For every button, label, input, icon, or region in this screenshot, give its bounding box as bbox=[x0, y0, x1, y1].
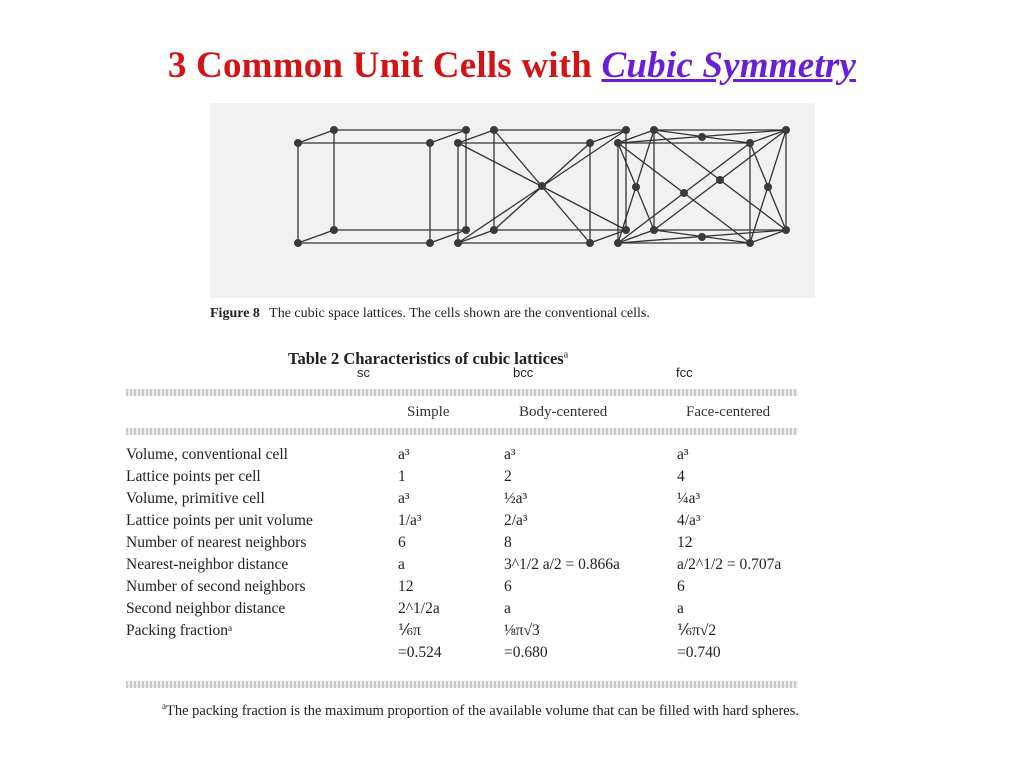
table-row bbox=[126, 576, 807, 598]
col-header-body-centered: Body-centered bbox=[519, 404, 608, 420]
table-header-rule bbox=[126, 428, 798, 435]
row-label: Lattice points per cell bbox=[126, 468, 261, 485]
table-row bbox=[126, 488, 807, 510]
table-row bbox=[126, 532, 807, 554]
cubic-symmetry-link[interactable]: Cubic Symmetry bbox=[601, 45, 857, 86]
cell-face-centered: ¼a³ bbox=[677, 490, 701, 507]
cell-simple: 1/a³ bbox=[398, 512, 422, 529]
cell-face-centered: ⅙π√2 bbox=[677, 622, 717, 639]
sc-cell-diagram bbox=[298, 130, 466, 243]
table-footnote bbox=[162, 696, 802, 721]
lattice-table bbox=[126, 444, 807, 664]
lattice-diagrams bbox=[210, 103, 815, 298]
cell-face-centered: 4 bbox=[677, 468, 685, 485]
cell-body-centered: a bbox=[504, 600, 511, 617]
table-title bbox=[288, 349, 568, 369]
table-row bbox=[126, 510, 807, 532]
figure-caption bbox=[210, 306, 650, 322]
row-label: Number of nearest neighbors bbox=[126, 534, 307, 551]
table-row bbox=[126, 642, 807, 664]
table-row bbox=[126, 554, 807, 576]
cell-face-centered: =0.740 bbox=[677, 644, 721, 661]
cell-simple: 6 bbox=[398, 534, 406, 551]
footnote-mark: a bbox=[162, 701, 166, 711]
table-row bbox=[126, 444, 807, 466]
row-label: Volume, primitive cell bbox=[126, 490, 265, 507]
cell-simple: a³ bbox=[398, 446, 410, 463]
row-label: Volume, conventional cell bbox=[126, 446, 288, 463]
row-label: Packing fractionᵃ bbox=[126, 622, 233, 639]
footnote-text: The packing fraction is the maximum proportion of the available volume that can be filled with hard spheres. bbox=[166, 702, 799, 719]
slide-title-text: 3 Common Unit Cells with bbox=[167, 45, 593, 86]
cell-body-centered: 6 bbox=[504, 578, 512, 595]
cell-body-centered: 3^1/2 a/2 = 0.866a bbox=[504, 556, 620, 573]
col-header-face-centered: Face-centered bbox=[686, 404, 771, 420]
cell-body-centered: 8 bbox=[504, 534, 512, 551]
cell-simple: 12 bbox=[398, 578, 414, 595]
figure-caption-text: The cubic space lattices. The cells shown are the conventional cells. bbox=[269, 306, 650, 321]
cell-simple: ⅙π bbox=[398, 622, 421, 639]
cell-face-centered: 4/a³ bbox=[677, 512, 701, 529]
slide-title bbox=[0, 44, 1024, 87]
cell-simple: 1 bbox=[398, 468, 406, 485]
table-bottom-rule bbox=[126, 681, 798, 688]
cell-body-centered: =0.680 bbox=[504, 644, 548, 661]
cell-simple: 2^1/2a bbox=[398, 600, 440, 617]
cell-face-centered: a/2^1/2 = 0.707a bbox=[677, 556, 782, 573]
table-top-rule bbox=[126, 389, 798, 396]
table-row bbox=[126, 620, 807, 642]
cell-body-centered: ⅛π√3 bbox=[504, 622, 540, 639]
cell-body-centered: ½a³ bbox=[504, 490, 528, 507]
cell-face-centered: 12 bbox=[677, 534, 693, 551]
row-label: Second neighbor distance bbox=[126, 600, 286, 617]
fcc-cell-diagram bbox=[618, 130, 786, 243]
sc-label: sc bbox=[357, 365, 370, 380]
cell-simple: a³ bbox=[398, 490, 410, 507]
cell-simple: =0.524 bbox=[398, 644, 442, 661]
cell-body-centered: 2 bbox=[504, 468, 512, 485]
figure-caption-label: Figure 8 bbox=[210, 306, 260, 321]
bcc-label: bcc bbox=[513, 365, 534, 380]
cell-face-centered: a bbox=[677, 600, 684, 617]
table-row bbox=[126, 598, 807, 620]
cell-simple: a bbox=[398, 556, 405, 573]
cell-body-centered: a³ bbox=[504, 446, 516, 463]
table-title-text: Table 2 Characteristics of cubic lattices bbox=[288, 349, 564, 368]
cell-face-centered: a³ bbox=[677, 446, 689, 463]
col-header-simple: Simple bbox=[407, 404, 450, 420]
row-label bbox=[126, 642, 398, 664]
fcc-label: fcc bbox=[676, 365, 693, 380]
cell-face-centered: 6 bbox=[677, 578, 685, 595]
row-label: Nearest-neighbor distance bbox=[126, 556, 289, 573]
cell-body-centered: 2/a³ bbox=[504, 512, 528, 529]
table-title-footnote-mark: a bbox=[563, 349, 569, 361]
row-label: Number of second neighbors bbox=[126, 578, 306, 595]
row-label: Lattice points per unit volume bbox=[126, 512, 313, 529]
table-row bbox=[126, 466, 807, 488]
